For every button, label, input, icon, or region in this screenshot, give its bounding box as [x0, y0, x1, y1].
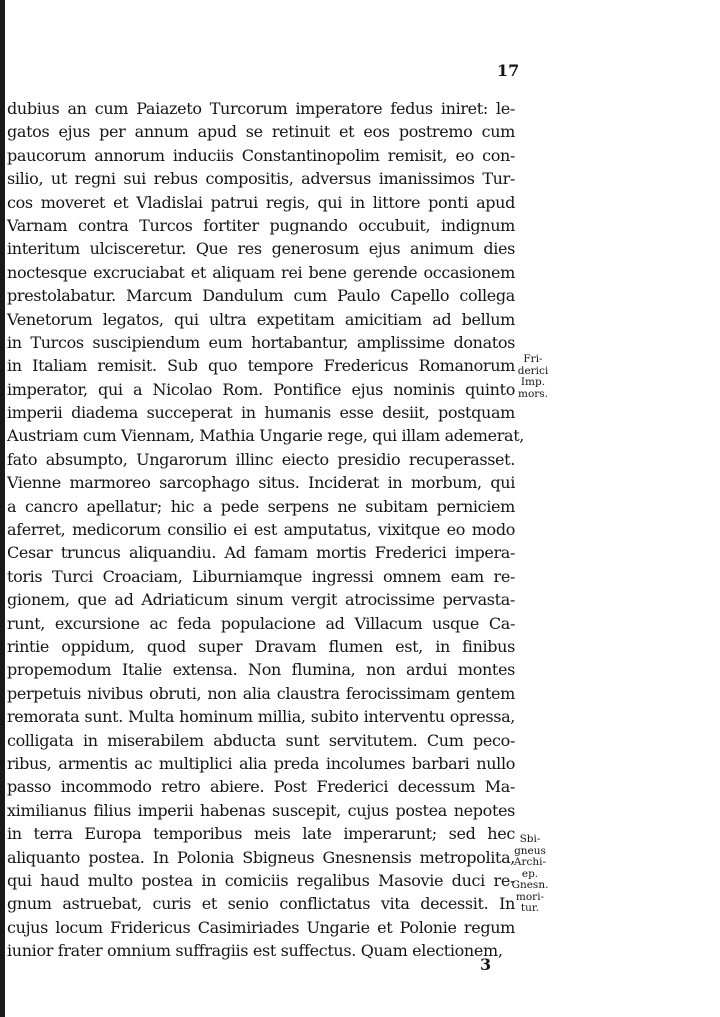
text-line: Austriam cum Viennam, Mathia Ungarie rege, qui illam ademerat, — [7, 426, 525, 446]
marginal-note-sbigneus: Sbi- gneus Archi- ep. Gnesn. mori- tur. — [511, 833, 549, 914]
text-line: gnum astruebat, curis et senio conflictatus vita decessit. In — [7, 894, 515, 914]
text-line: runt, excursione ac feda populacione ad Villacum usque Ca- — [7, 613, 515, 633]
text-line: silio, ut regni sui rebus compositis, adversus imanissimos Tur- — [7, 169, 515, 189]
text-line: qui haud multo postea in comiciis regalibus Masovie duci re- — [7, 870, 515, 890]
text-line: gatos ejus per annum apud se retinuit et eos postremo cum — [7, 122, 515, 142]
text-line: remorata sunt. Multa hominum millia, subito interventu opressa, — [7, 707, 515, 727]
text-line: Varnam contra Turcos fortiter pugnando occubuit, indignum — [7, 215, 515, 235]
text-line: prestolabatur. Marcum Dandulum cum Paulo Capello collega — [7, 286, 515, 306]
text-line: iunior frater omnium suffragiis est suffectus. Quam electionem, — [7, 941, 503, 961]
text-line: passo incommodo retro abiere. Post Frederici decessum Ma- — [7, 777, 515, 797]
text-line: propemodum Italie extensa. Non flumina, non ardui montes — [7, 660, 515, 680]
marginal-note-frederici: Fri- derici Imp. mors. — [517, 353, 549, 400]
text-line: toris Turci Croaciam, Liburniamque ingressi omnem eam re- — [7, 566, 515, 586]
text-line: paucorum annorum induciis Constantinopolim remisit, eo con- — [7, 145, 515, 165]
text-line: Venetorum legatos, qui ultra expetitam amicitiam ad bellum — [7, 309, 515, 329]
text-line: in Turcos suscipiendum eum hortabantur, amplissime donatos — [7, 332, 515, 352]
text-line: in Italiam remisit. Sub quo tempore Fredericus Romanorum — [7, 356, 515, 376]
text-line: aferret, medicorum consilio ei est amputatus, vixitque eo modo — [7, 520, 515, 540]
text-line: imperator, qui a Nicolao Rom. Pontifice ejus nominis quinto — [7, 379, 515, 399]
text-line: gionem, que ad Adriaticum sinum vergit atrocissime pervasta- — [7, 590, 515, 610]
text-line: a cancro apellatur; hic a pede serpens ne subitam perniciem — [7, 496, 515, 516]
text-line: perpetuis nivibus obruti, non alia claustra ferocissimam gentem — [7, 683, 515, 703]
text-line: Vienne marmoreo sarcophago situs. Inciderat in morbum, qui — [7, 473, 515, 493]
text-line: cos moveret et Vladislai patrui regis, qui in littore ponti apud — [7, 192, 515, 212]
text-line: noctesque excruciabat et aliquam rei bene gerende occasionem — [7, 262, 515, 282]
page-number: 17 — [497, 61, 520, 80]
text-line: cujus locum Fridericus Casimiriades Ungarie et Polonie regum — [7, 917, 515, 937]
text-line: ximilianus filius imperii habenas suscepit, cujus postea nepotes — [7, 800, 515, 820]
text-line: fato absumpto, Ungarorum illinc eiecto presidio recuperasset. — [7, 449, 515, 469]
text-line: imperii diadema succeperat in humanis esse desiit, postquam — [7, 403, 515, 423]
signature-mark: 3 — [480, 955, 492, 974]
text-line: aliquanto postea. In Polonia Sbigneus Gnesnensis metropolita, — [7, 847, 515, 867]
body-text — [7, 97, 525, 962]
text-line: Cesar truncus aliquandiu. Ad famam mortis Frederici impera- — [7, 543, 515, 563]
page-binding-edge — [0, 0, 5, 1017]
text-line: ribus, armentis ac multiplici alia preda incolumes barbari nullo — [7, 753, 515, 773]
text-line: dubius an cum Paiazeto Turcorum imperatore fedus iniret: le- — [7, 99, 515, 118]
text-line: interitum ulcisceretur. Que res generosum ejus animum dies — [7, 239, 515, 259]
text-line: colligata in miserabilem abducta sunt servitutem. Cum peco- — [7, 730, 515, 750]
text-line: in terra Europa temporibus meis late imperarunt; sed hec — [7, 824, 515, 844]
text-line: rintie oppidum, quod super Dravam flumen est, in finibus — [7, 636, 515, 656]
